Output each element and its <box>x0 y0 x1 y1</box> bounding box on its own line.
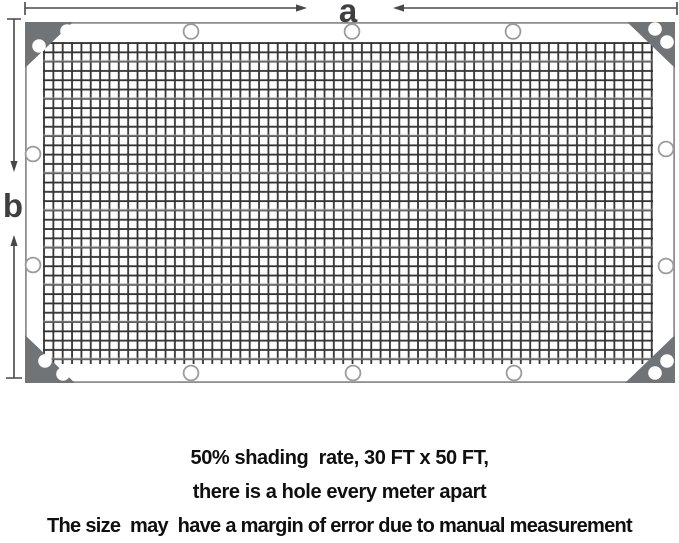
corner-grommet <box>60 24 74 38</box>
grommet <box>507 366 522 381</box>
dimension-b <box>3 19 23 378</box>
grommet <box>659 259 674 274</box>
dimension-label-a: a <box>338 0 358 29</box>
grommet <box>184 366 199 381</box>
corner-grommet <box>56 367 70 381</box>
mesh-weave-overlay <box>43 42 653 364</box>
corner-grommet <box>660 354 674 368</box>
grommet <box>659 142 674 157</box>
grommet <box>26 258 41 273</box>
arrow-left-icon <box>393 4 404 11</box>
grommet <box>184 24 199 39</box>
corner-grommet <box>38 354 52 368</box>
dimension-label-b: b <box>2 187 24 224</box>
corner-grommet <box>648 366 662 380</box>
grommet <box>26 147 41 162</box>
grommet <box>346 366 361 381</box>
corner-grommet <box>660 35 674 49</box>
caption-line-2: there is a hole every meter apart <box>192 481 487 503</box>
corner-grommet <box>32 39 46 53</box>
corner-grommet <box>648 22 662 36</box>
caption-line-1: 50% shading rate, 30 FT x 50 FT, <box>190 447 489 469</box>
arrow-down-icon <box>10 161 17 172</box>
grommet <box>506 24 521 39</box>
arrow-up-icon <box>10 235 17 246</box>
caption-line-3: The size may have a margin of error due to manual measurement <box>47 515 632 537</box>
arrow-right-icon <box>296 4 307 11</box>
caption <box>0 441 679 543</box>
